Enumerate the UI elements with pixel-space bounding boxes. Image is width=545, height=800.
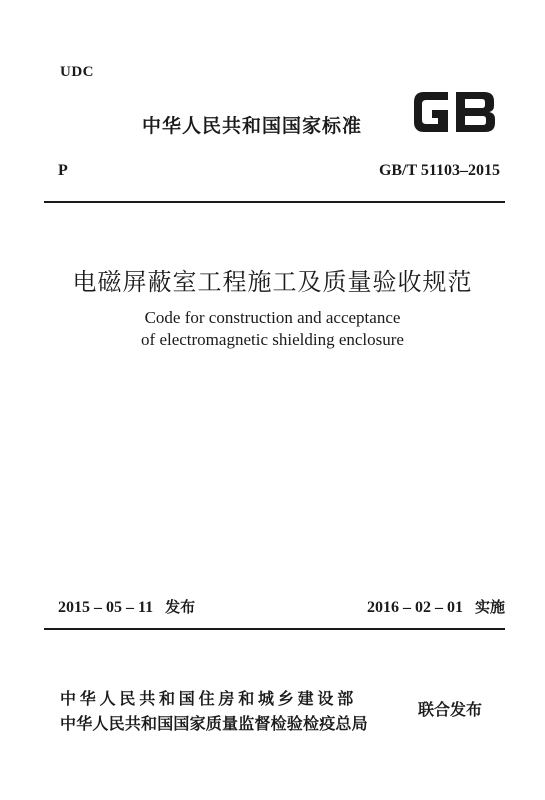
joint-issue-label: 联合发布 xyxy=(418,700,483,719)
bottom-divider xyxy=(44,628,505,630)
issuer-line2: 中华人民共和国国家质量监督检验检疫总局 xyxy=(60,714,368,733)
category-code: P xyxy=(58,162,68,179)
implementation-date: 2016 – 02 – 01 xyxy=(366,599,463,616)
issuer-line1: 中华人民共和国住房和城乡建设部 xyxy=(60,689,358,708)
implementation-date-block xyxy=(367,596,505,617)
gb-logo-icon xyxy=(408,86,500,138)
standard-number: GB/T 51103–2015 xyxy=(378,162,500,179)
standard-type: 中华人民共和国国家标准 xyxy=(142,115,363,137)
title-chinese: 电磁屏蔽室工程施工及质量验收规范 xyxy=(72,268,473,296)
top-divider xyxy=(44,201,505,203)
udc-label: UDC xyxy=(60,64,94,80)
issue-date-block xyxy=(58,596,195,617)
implementation-label: 实施 xyxy=(474,598,505,616)
issue-date: 2015 – 05 – 11 xyxy=(58,599,154,616)
title-english-line2: of electromagnetic shielding enclosure xyxy=(141,330,404,349)
issue-label: 发布 xyxy=(165,598,196,616)
title-english-line1: Code for construction and acceptance xyxy=(144,308,401,327)
